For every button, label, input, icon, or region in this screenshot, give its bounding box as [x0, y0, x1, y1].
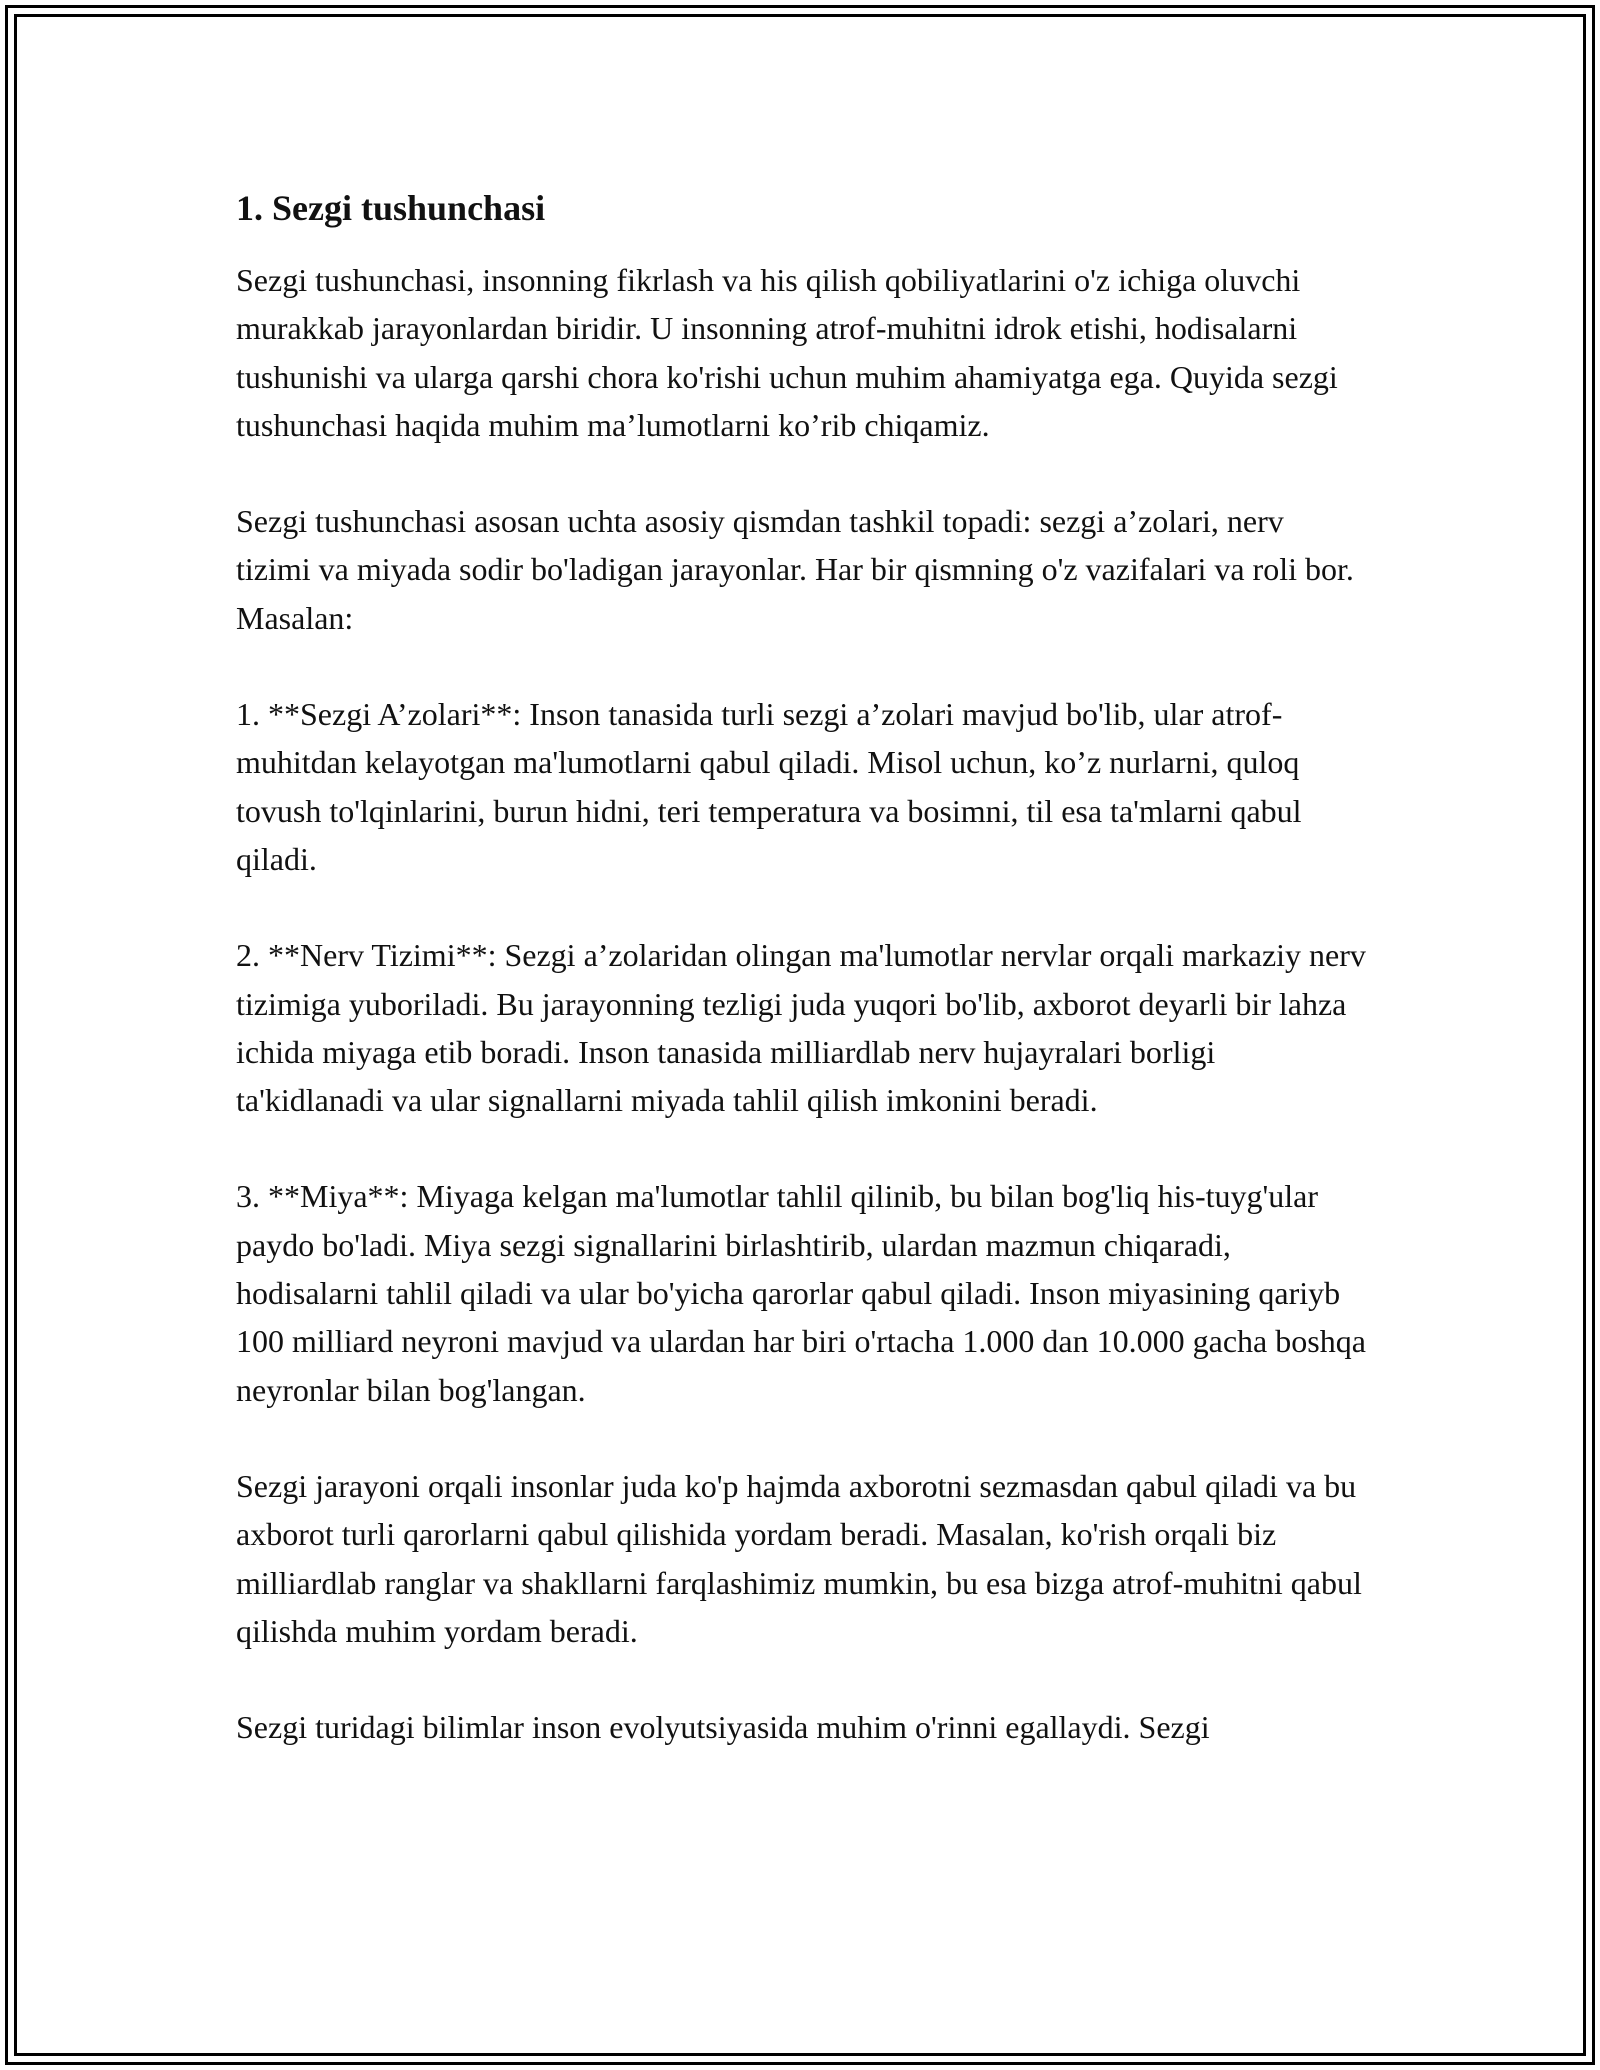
paragraph-nervous-system: 2. **Nerv Tizimi**: Sezgi a’zolaridan olingan ma'lumotlar nervlar orqali markaziy nerv tizimiga yuboriladi. Bu jarayonning tezligi juda yuqori bo'lib, axborot deyarli bir lahza ichida miyaga etib boradi. Inson tanasida milliardlab nerv hujayralari borligi ta'kidlanadi va ular signallarni miyada tahlil qilish imkonini beradi. [236, 937, 1366, 1119]
paragraph-brain: 3. **Miya**: Miyaga kelgan ma'lumotlar tahlil qilinib, bu bilan bog'liq his-tuyg'ular paydo bo'ladi. Miya sezgi signallarini birlashtirib, ulardan mazmun chiqaradi, hodisalarni tahlil qiladi va ular bo'yicha qarorlar qabul qiladi. Inson miyasining qariyb 100 milliard neyroni mavjud va ulardan har biri o'rtacha 1.000 dan 10.000 gacha boshqa neyronlar bilan bog'langan. [236, 1178, 1366, 1408]
paragraph-perception-process: Sezgi jarayoni orqali insonlar juda ko'p hajmda axborotni sezmasdan qabul qiladi va bu axborot turli qarorlarni qabul qilishida yordam beradi. Masalan, ko'rish orqali biz milliardlab ranglar va shakllarni farqlashimiz mumkin, bu esa bizga atrof-muhitni qabul qilishda muhim yordam beradi. [236, 1467, 1362, 1649]
paragraph-sense-organs: 1. **Sezgi A’zolari**: Inson tanasida turli sezgi a’zolari mavjud bo'lib, ular atrof-muhitdan kelayotgan ma'lumotlarni qabul qiladi. Misol uchun, ko’z nurlarni, quloq tovush to'lqinlarini, burun hidni, teri temperatura va bosimni, til esa ta'mlarni qabul qiladi. [236, 696, 1302, 877]
paragraph-intro: Sezgi tushunchasi, insonning fikrlash va his qilish qobiliyatlarini o'z ichiga oluvchi murakkab jarayonlardan biridir. U insonning atrof-muhitni idrok etishi, hodisalarni tushunishi va ularga qarshi chora ko'rishi uchun muhim ahamiyatga ega. Quyida sezgi tushunchasi haqida muhim ma’lumotlarni ko’rib chiqamiz. [236, 262, 1338, 443]
paragraph-evolution: Sezgi turidagi bilimlar inson evolyutsiyasida muhim o'rinni egallaydi. Sezgi [236, 1709, 1210, 1746]
section-heading: 1. Sezgi tushunchasi [236, 188, 546, 228]
paragraph-components: Sezgi tushunchasi asosan uchta asosiy qismdan tashkil topadi: sezgi a’zolari, nerv tizimi va miyada sodir bo'ladigan jarayonlar. Har bir qismning o'z vazifalari va roli bor. Masalan: [236, 503, 1354, 636]
document-body [236, 186, 1366, 1751]
